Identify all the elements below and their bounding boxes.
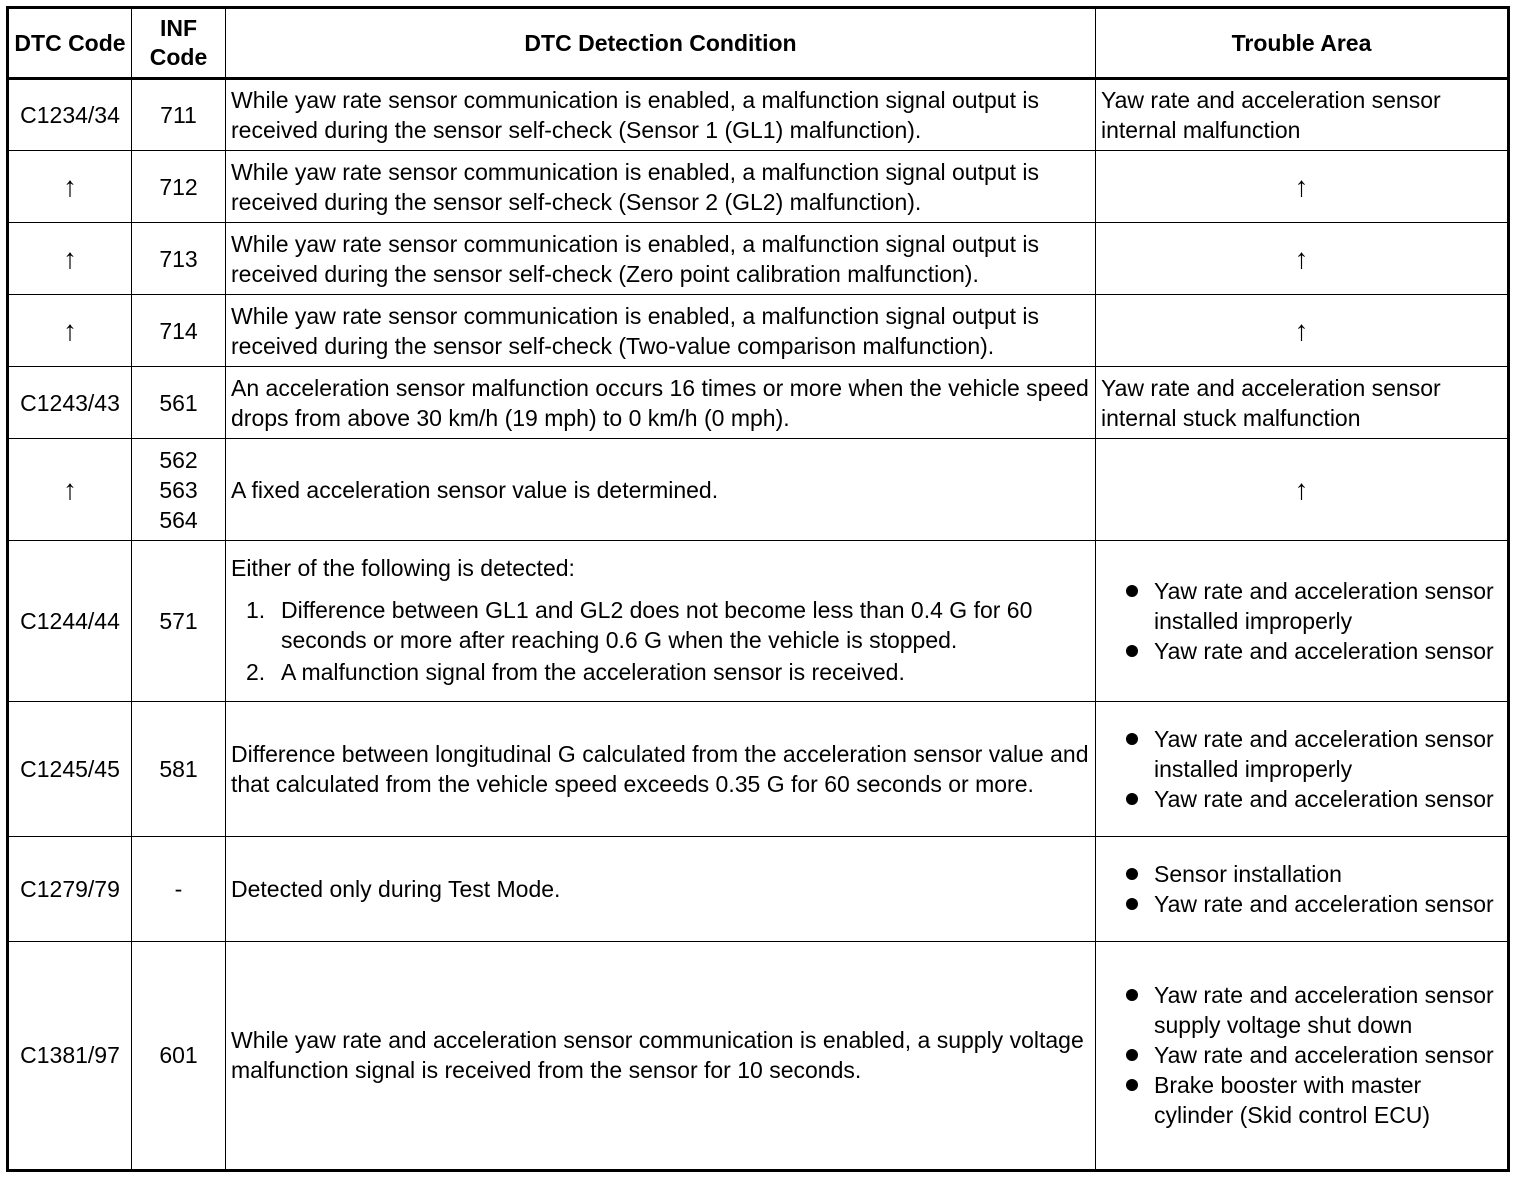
bullet-icon: [1126, 585, 1138, 597]
table-row: [8, 941, 1509, 1170]
inf-code-item: 563: [159, 476, 198, 503]
bullet-icon: [1126, 989, 1138, 1001]
condition-list: [231, 595, 1090, 687]
table-row: [8, 295, 1509, 367]
trouble-area-cell: [1096, 941, 1509, 1170]
list-item-text: Yaw rate and acceleration sensor: [1154, 637, 1494, 664]
inf-code-item: 562: [159, 446, 198, 473]
list-item: [1119, 859, 1502, 889]
table-row: [8, 223, 1509, 295]
header-trouble-area: Trouble Area: [1096, 8, 1509, 79]
dtc-table: [6, 6, 1510, 1172]
list-item: [1119, 724, 1502, 784]
bullet-icon: [1126, 645, 1138, 657]
trouble-area-list: [1101, 980, 1502, 1130]
inf-code-item: 564: [159, 506, 198, 533]
trouble-area-cell: Yaw rate and acceleration sensor internal malfunction: [1096, 79, 1509, 151]
list-number: 2.: [246, 658, 266, 685]
dtc-code-same-as-above: ↑: [8, 151, 132, 223]
detection-condition-cell: While yaw rate and acceleration sensor communication is enabled, a supply voltage malfunction signal is received from the sensor for 10 seconds.: [226, 941, 1096, 1170]
detection-condition-cell: While yaw rate sensor communication is enabled, a malfunction signal output is received during the sensor self-check (Sensor 1 (GL1) malfunction).: [226, 79, 1096, 151]
list-item: [1119, 980, 1502, 1040]
header-dtc-code: DTC Code: [8, 8, 132, 79]
header-inf-code: INF Code: [132, 8, 226, 79]
table-row: [8, 151, 1509, 223]
trouble-area-cell: Yaw rate and acceleration sensor internal stuck malfunction: [1096, 367, 1509, 439]
inf-code-cell: 712: [132, 151, 226, 223]
dtc-code-same-as-above: ↑: [8, 439, 132, 541]
table-row: [8, 701, 1509, 836]
dtc-code-same-as-above: ↑: [8, 295, 132, 367]
detection-condition-cell: Detected only during Test Mode.: [226, 836, 1096, 941]
list-item-text: Sensor installation: [1154, 860, 1342, 887]
bullet-icon: [1126, 793, 1138, 805]
detection-condition-cell: While yaw rate sensor communication is enabled, a malfunction signal output is received during the sensor self-check (Sensor 2 (GL2) malfunction).: [226, 151, 1096, 223]
list-item-text: Yaw rate and acceleration sensor: [1154, 1042, 1494, 1069]
list-number: 1.: [246, 596, 266, 623]
list-item: [1119, 1040, 1502, 1070]
table-row: [8, 439, 1509, 541]
list-item-text: Yaw rate and acceleration sensor installed improperly: [1154, 725, 1494, 782]
list-item: [1119, 576, 1502, 636]
inf-code-cell: 561: [132, 367, 226, 439]
detection-condition-cell: Difference between longitudinal G calculated from the acceleration sensor value and that calculated from the vehicle speed exceeds 0.35 G for 60 seconds or more.: [226, 701, 1096, 836]
condition-list-item: [246, 657, 1090, 687]
list-item: [1119, 1070, 1502, 1130]
list-item-text: Yaw rate and acceleration sensor supply voltage shut down: [1154, 982, 1494, 1039]
trouble-area-cell: [1096, 836, 1509, 941]
bullet-icon: [1126, 868, 1138, 880]
header-detection-condition: DTC Detection Condition: [226, 8, 1096, 79]
detection-condition-cell: While yaw rate sensor communication is enabled, a malfunction signal output is received during the sensor self-check (Two-value comparison malfunction).: [226, 295, 1096, 367]
inf-code-list-cell: [132, 439, 226, 541]
condition-list-item: [246, 595, 1090, 655]
table-row: [8, 367, 1509, 439]
trouble-area-cell: [1096, 701, 1509, 836]
trouble-area-same-as-above: ↑: [1096, 439, 1509, 541]
inf-code-cell: 711: [132, 79, 226, 151]
condition-intro: Either of the following is detected:: [231, 554, 575, 581]
bullet-icon: [1126, 1079, 1138, 1091]
inf-code-cell: 571: [132, 541, 226, 701]
inf-code-cell: 601: [132, 941, 226, 1170]
bullet-icon: [1126, 733, 1138, 745]
table-row: [8, 79, 1509, 151]
detection-condition-cell: [226, 541, 1096, 701]
trouble-area-list: [1101, 859, 1502, 919]
table-row: [8, 836, 1509, 941]
bullet-icon: [1126, 898, 1138, 910]
list-item: [1119, 889, 1502, 919]
trouble-area-same-as-above: ↑: [1096, 223, 1509, 295]
list-item-text: A malfunction signal from the acceleration sensor is received.: [281, 658, 905, 685]
dtc-code-cell: C1234/34: [8, 79, 132, 151]
bullet-icon: [1126, 1049, 1138, 1061]
dtc-code-cell: C1381/97: [8, 941, 132, 1170]
detection-condition-cell: An acceleration sensor malfunction occurs 16 times or more when the vehicle speed drops from above 30 km/h (19 mph) to 0 km/h (0 mph).: [226, 367, 1096, 439]
list-item-text: Difference between GL1 and GL2 does not become less than 0.4 G for 60 seconds or more after reaching 0.6 G when the vehicle is stopped.: [281, 596, 1033, 653]
inf-code-cell: -: [132, 836, 226, 941]
list-item-text: Yaw rate and acceleration sensor: [1154, 890, 1494, 917]
trouble-area-cell: [1096, 541, 1509, 701]
trouble-area-same-as-above: ↑: [1096, 295, 1509, 367]
list-item: [1119, 784, 1502, 814]
trouble-area-list: [1101, 724, 1502, 814]
dtc-code-cell: C1243/43: [8, 367, 132, 439]
dtc-code-same-as-above: ↑: [8, 223, 132, 295]
dtc-code-cell: C1244/44: [8, 541, 132, 701]
inf-code-cell: 581: [132, 701, 226, 836]
inf-code-cell: 714: [132, 295, 226, 367]
list-item-text: Yaw rate and acceleration sensor installed improperly: [1154, 577, 1494, 634]
list-item: [1119, 636, 1502, 666]
list-item-text: Brake booster with master cylinder (Skid control ECU): [1154, 1072, 1431, 1129]
table-header-row: [8, 8, 1509, 79]
dtc-code-cell: C1245/45: [8, 701, 132, 836]
list-item-text: Yaw rate and acceleration sensor: [1154, 785, 1494, 812]
trouble-area-same-as-above: ↑: [1096, 151, 1509, 223]
trouble-area-list: [1101, 576, 1502, 666]
inf-code-cell: 713: [132, 223, 226, 295]
dtc-code-cell: C1279/79: [8, 836, 132, 941]
detection-condition-cell: While yaw rate sensor communication is enabled, a malfunction signal output is received during the sensor self-check (Zero point calibration malfunction).: [226, 223, 1096, 295]
detection-condition-cell: A fixed acceleration sensor value is determined.: [226, 439, 1096, 541]
table-row: [8, 541, 1509, 701]
